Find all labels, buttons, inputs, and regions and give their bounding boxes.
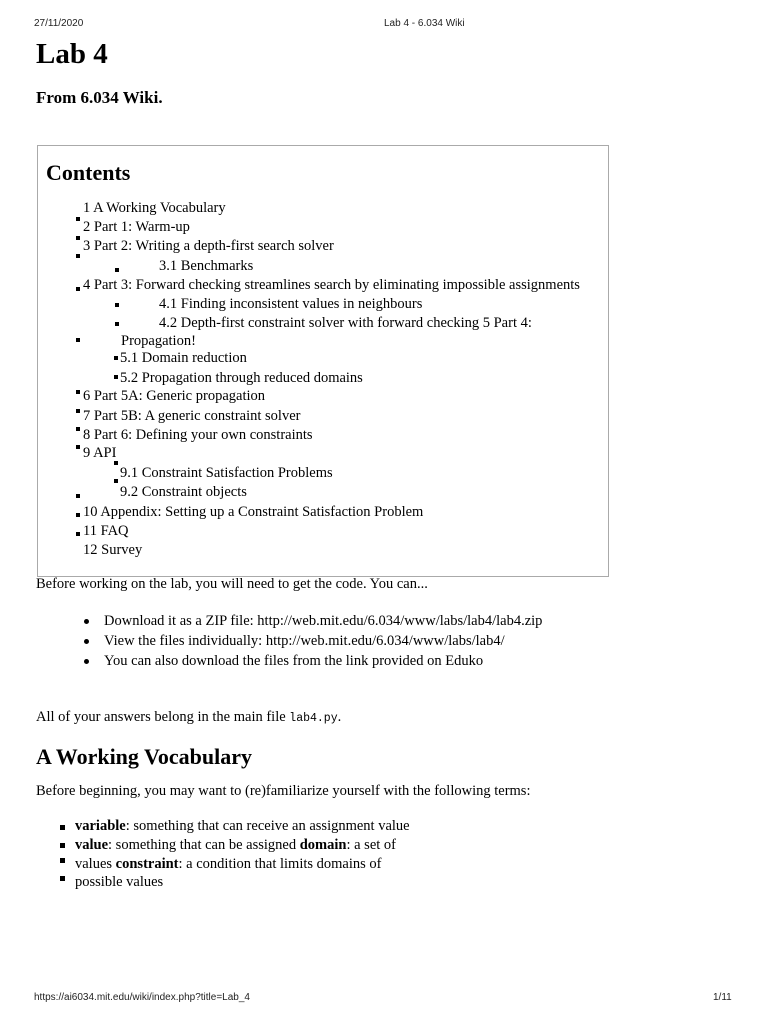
table-of-contents xyxy=(37,145,609,577)
toc-title: Contents xyxy=(46,160,131,185)
toc-item[interactable]: 9 API xyxy=(83,445,117,461)
toc-bullet xyxy=(76,427,80,431)
vocab-line: variable: something that can receive an assignment value xyxy=(75,818,410,834)
toc-bullet xyxy=(76,217,80,221)
main-file-name: lab4.py xyxy=(289,712,338,725)
toc-item[interactable]: 6 Part 5A: Generic propagation xyxy=(83,388,266,404)
toc-item[interactable]: Propagation! xyxy=(121,333,196,349)
toc-item[interactable]: 2 Part 1: Warm-up xyxy=(83,219,190,235)
eduko-download-item: You can also download the files from the link provided on Eduko xyxy=(104,653,484,669)
list-bullet xyxy=(84,639,89,644)
toc-item[interactable]: 8 Part 6: Defining your own constraints xyxy=(83,427,313,443)
section-heading: A Working Vocabulary xyxy=(36,744,252,769)
list-bullet xyxy=(60,843,65,848)
toc-bullet xyxy=(76,390,80,394)
toc-item[interactable]: 4.2 Depth-first constraint solver with forward checking 5 Part 4: xyxy=(159,315,532,331)
footer-url[interactable]: https://ai6034.mit.edu/wiki/index.php?title=Lab_4 xyxy=(34,992,250,1003)
toc-item[interactable]: 5.1 Domain reduction xyxy=(120,350,247,366)
toc-item[interactable]: 4.1 Finding inconsistent values in neighbours xyxy=(159,296,423,312)
toc-bullet xyxy=(115,322,119,326)
toc-item[interactable]: 9.1 Constraint Satisfaction Problems xyxy=(120,465,333,481)
toc-bullet xyxy=(76,287,80,291)
page-title: Lab 4 xyxy=(36,38,108,70)
list-bullet xyxy=(60,858,65,863)
intro-text: Before working on the lab, you will need to get the code. You can... xyxy=(36,576,428,592)
list-bullet xyxy=(60,876,65,881)
list-bullet xyxy=(60,825,65,830)
toc-bullet xyxy=(115,303,119,307)
toc-bullet xyxy=(76,254,80,258)
toc-item[interactable]: 9.2 Constraint objects xyxy=(120,484,247,500)
toc-item[interactable]: 5.2 Propagation through reduced domains xyxy=(120,370,363,386)
download-zip-link[interactable]: Download it as a ZIP file: http://web.mit.edu/6.034/www/labs/lab4/lab4.zip xyxy=(104,613,543,629)
view-files-link[interactable]: View the files individually: http://web.mit.edu/6.034/www/labs/lab4/ xyxy=(104,633,505,649)
toc-bullet xyxy=(114,375,118,379)
toc-bullet xyxy=(76,494,80,498)
toc-bullet xyxy=(114,461,118,465)
toc-item[interactable]: 11 FAQ xyxy=(83,523,129,539)
page-subtitle: From 6.034 Wiki. xyxy=(36,88,163,107)
toc-item[interactable]: 4 Part 3: Forward checking streamlines search by eliminating impossible assignments xyxy=(83,277,580,293)
toc-item[interactable]: 1 A Working Vocabulary xyxy=(83,200,226,216)
toc-item[interactable]: 7 Part 5B: A generic constraint solver xyxy=(83,408,301,424)
toc-bullet xyxy=(76,445,80,449)
list-bullet xyxy=(84,619,89,624)
section-intro: Before beginning, you may want to (re)familiarize yourself with the following terms: xyxy=(36,783,531,799)
print-date: 27/11/2020 xyxy=(34,18,84,29)
vocab-line: possible values xyxy=(75,874,164,890)
toc-bullet xyxy=(76,532,80,536)
toc-item[interactable]: 10 Appendix: Setting up a Constraint Satisfaction Problem xyxy=(83,504,424,520)
answers-note: All of your answers belong in the main file lab4.py. xyxy=(36,709,342,725)
vocab-line: values constraint: a condition that limits domains of xyxy=(75,856,382,872)
vocab-line: value: something that can be assigned domain: a set of xyxy=(75,837,396,853)
toc-bullet xyxy=(115,268,119,272)
toc-bullet xyxy=(114,356,118,360)
toc-bullet xyxy=(114,479,118,483)
toc-bullet xyxy=(76,338,80,342)
toc-item[interactable]: 3.1 Benchmarks xyxy=(159,258,254,274)
toc-bullet xyxy=(76,513,80,517)
print-title: Lab 4 - 6.034 Wiki xyxy=(384,18,465,29)
toc-bullet xyxy=(76,409,80,413)
toc-bullet xyxy=(76,236,80,240)
page-number: 1/11 xyxy=(713,992,732,1003)
list-bullet xyxy=(84,659,89,664)
toc-item[interactable]: 12 Survey xyxy=(83,542,143,558)
toc-item[interactable]: 3 Part 2: Writing a depth-first search solver xyxy=(83,238,334,254)
